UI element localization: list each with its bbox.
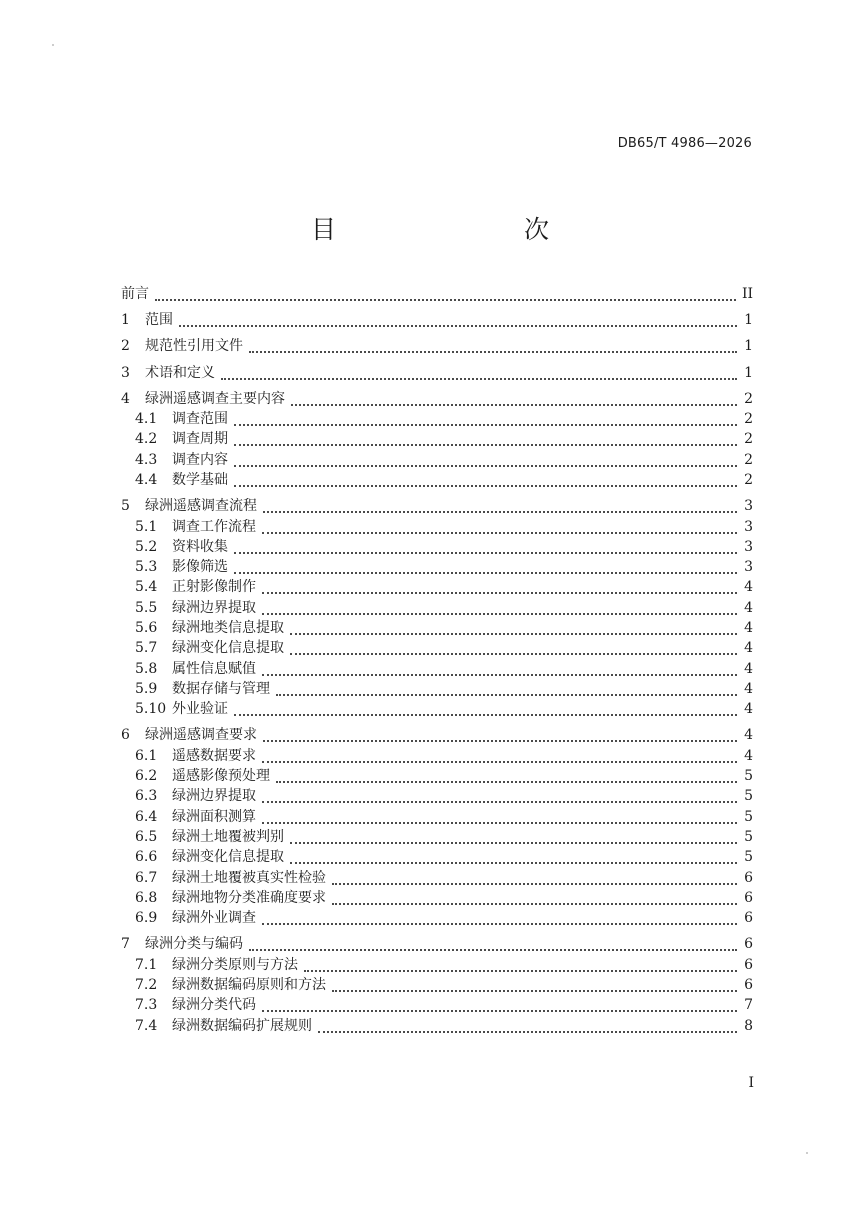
toc-entry-number: 5.1 (135, 518, 158, 535)
toc-entry-label: 绿洲土地覆被真实性检验 (172, 869, 326, 886)
toc-entry-number: 6.4 (135, 808, 158, 825)
toc-entry-page: 2 (744, 451, 753, 468)
toc-entry-label: 绿洲分类代码 (172, 997, 256, 1014)
toc-entry-label: 术语和定义 (145, 364, 215, 381)
toc-entry-page: 2 (744, 390, 753, 407)
toc-entry[interactable] (121, 389, 753, 410)
dot-leader (262, 800, 737, 803)
toc-entry[interactable] (121, 638, 753, 659)
page-title: 目 次 (310, 215, 595, 244)
dot-leader (290, 652, 737, 655)
toc-entry-label: 影像筛选 (172, 559, 228, 576)
toc-entry[interactable] (121, 868, 753, 889)
dot-leader (221, 377, 737, 380)
toc-entry-page: 6 (744, 910, 753, 927)
dot-leader (332, 882, 737, 885)
toc-entry-page: 4 (744, 680, 753, 697)
toc-entry[interactable] (121, 807, 753, 828)
toc-entry-label: 绿洲数据编码原则和方法 (172, 976, 326, 993)
toc-entry[interactable] (121, 336, 753, 357)
toc-entry-page: 5 (744, 768, 753, 784)
dot-leader (262, 591, 737, 594)
toc-entry-page: 3 (744, 498, 753, 515)
dot-leader (234, 571, 737, 574)
toc-entry-number: 6 (121, 727, 130, 744)
dot-leader (234, 713, 737, 716)
toc-entry[interactable] (121, 517, 753, 538)
toc-entry-page: 6 (744, 956, 753, 973)
toc-entry-label: 遥感影像预处理 (172, 768, 270, 784)
toc-entry-label: 绿洲土地覆被判别 (172, 828, 284, 845)
toc-entry-label: 绿洲数据编码扩展规则 (172, 1017, 312, 1034)
toc-entry[interactable] (121, 557, 753, 578)
scan-speck (52, 44, 54, 46)
toc-entry-number: 7.3 (135, 997, 158, 1014)
toc-entry[interactable] (121, 409, 753, 430)
toc-entry-page: 5 (744, 849, 753, 866)
toc-entry-number: 6.5 (135, 828, 158, 845)
toc-entry-page: 6 (744, 869, 753, 886)
toc-entry-number: 2 (121, 338, 130, 355)
toc-entry-label: 数据存储与管理 (172, 680, 270, 697)
toc-entry-page: 1 (744, 312, 753, 329)
toc-entry-number: 6.8 (135, 889, 158, 906)
toc-entry[interactable] (121, 908, 753, 929)
dot-leader (179, 324, 737, 327)
toc-entry-number: 6.7 (135, 869, 158, 886)
toc-entry-label: 规范性引用文件 (145, 338, 243, 355)
dot-leader (276, 780, 737, 783)
toc-entry-number: 7.2 (135, 976, 158, 993)
toc-entry-page: 5 (744, 788, 753, 805)
toc-entry-label: 数学基础 (172, 472, 228, 488)
dot-leader (249, 350, 737, 353)
dot-leader (291, 403, 737, 406)
dot-leader (263, 510, 737, 513)
toc-entry-page: 7 (744, 997, 753, 1014)
toc-entry-label: 绿洲变化信息提取 (172, 849, 284, 866)
toc-entry-label: 绿洲地类信息提取 (172, 620, 284, 636)
toc-entry-number: 5.4 (135, 579, 158, 596)
toc-entry-number: 6.6 (135, 849, 158, 866)
document-number: DB65/T 4986—2026 (617, 136, 752, 151)
toc-entry-label: 绿洲遥感调查要求 (145, 727, 257, 744)
toc-entry[interactable] (121, 746, 753, 767)
dot-leader (262, 612, 737, 615)
toc-entry[interactable] (121, 766, 753, 787)
toc-entry-page: 1 (744, 364, 753, 381)
dot-leader (290, 861, 737, 864)
dot-leader (290, 841, 737, 844)
toc-entry-page: 6 (744, 889, 753, 906)
toc-entry-number: 5.3 (135, 559, 158, 576)
dot-leader (262, 531, 737, 534)
toc-entry[interactable] (121, 786, 753, 807)
dot-leader (262, 821, 737, 824)
toc-entry[interactable] (121, 310, 753, 331)
toc-entry-label: 绿洲变化信息提取 (172, 640, 284, 657)
dot-leader (234, 443, 737, 446)
dot-leader (262, 760, 737, 763)
toc-entry-number: 3 (121, 364, 130, 381)
toc-entry-page: 3 (744, 559, 753, 576)
page-number: I (748, 1075, 754, 1091)
toc-entry-number: 7.1 (135, 956, 158, 973)
toc-entry-number: 5.9 (135, 680, 158, 697)
toc-entry[interactable] (121, 659, 753, 680)
toc-entry-number: 5.7 (135, 640, 158, 657)
toc-entry-number: 5.2 (135, 538, 158, 555)
dot-leader (234, 423, 737, 426)
toc-entry-page: 4 (744, 620, 753, 636)
dot-leader (234, 464, 737, 467)
toc-entry-label: 绿洲遥感调查流程 (145, 498, 257, 515)
toc-entry[interactable] (121, 699, 753, 720)
toc-entry[interactable] (121, 847, 753, 868)
toc-entry[interactable] (121, 725, 753, 746)
toc-entry-label: 调查内容 (172, 451, 228, 468)
toc-entry-number: 5.6 (135, 620, 158, 636)
toc-entry-number: 7.4 (135, 1017, 158, 1034)
toc-entry[interactable] (121, 618, 753, 639)
toc-entry-number: 6.9 (135, 910, 158, 927)
dot-leader (262, 673, 737, 676)
toc-entry-label: 绿洲遥感调查主要内容 (145, 390, 285, 407)
dot-leader (332, 902, 737, 905)
scan-speck (806, 1152, 808, 1154)
toc-entry-label: 绿洲地物分类准确度要求 (172, 889, 326, 906)
toc-entry-page: 3 (744, 538, 753, 555)
dot-leader (262, 1009, 737, 1012)
toc-entry[interactable] (121, 598, 753, 619)
toc-entry-page: 4 (744, 599, 753, 616)
toc-entry-number: 5.8 (135, 660, 158, 677)
toc-entry-number: 6.2 (135, 768, 158, 784)
toc-entry-page: 4 (744, 701, 753, 718)
toc-entry[interactable] (121, 537, 753, 558)
toc-entry-number: 7 (121, 936, 130, 953)
toc-entry-label: 绿洲边界提取 (172, 788, 256, 805)
toc-entry[interactable] (121, 934, 753, 955)
toc-entry-page: 5 (744, 808, 753, 825)
toc-entry-page: 2 (744, 431, 753, 448)
toc-entry-label: 资料收集 (172, 538, 228, 555)
dot-leader (263, 739, 737, 742)
toc-entry-label: 绿洲边界提取 (172, 599, 256, 616)
toc-entry[interactable] (121, 470, 753, 491)
dot-leader (155, 298, 736, 301)
toc-entry[interactable] (121, 679, 753, 700)
toc-entry-label: 绿洲面积测算 (172, 808, 256, 825)
toc-entry[interactable] (121, 827, 753, 848)
dot-leader (318, 1030, 737, 1033)
toc-entry-page: 3 (744, 518, 753, 535)
toc-entry-number: 4.1 (135, 411, 158, 428)
toc-entry-label: 绿洲分类原则与方法 (172, 956, 298, 973)
toc-entry[interactable] (121, 284, 753, 305)
toc-entry[interactable] (121, 888, 753, 909)
toc-entry-page: II (741, 286, 753, 302)
toc-entry-label: 绿洲外业调查 (172, 910, 256, 927)
toc-entry[interactable] (121, 1016, 753, 1037)
toc-entry-page: 4 (744, 640, 753, 657)
toc-entry-label: 前言 (121, 286, 149, 302)
toc-entry-page: 4 (744, 747, 753, 764)
toc-entry-label: 范围 (145, 312, 173, 329)
toc-entry-page: 5 (744, 828, 753, 845)
toc-entry[interactable] (121, 577, 753, 598)
dot-leader (332, 989, 737, 992)
toc-entry-page: 4 (744, 660, 753, 677)
toc-entry-label: 调查工作流程 (172, 518, 256, 535)
toc-entry-page: 4 (744, 727, 753, 744)
toc-entry-number: 4.4 (135, 472, 158, 488)
toc-entry-label: 外业验证 (172, 701, 228, 718)
toc-entry-label: 遥感数据要求 (172, 747, 256, 764)
dot-leader (234, 551, 737, 554)
toc-entry[interactable] (121, 975, 753, 996)
toc-entry-page: 2 (744, 411, 753, 428)
toc-entry[interactable] (121, 429, 753, 450)
toc-entry-number: 1 (121, 312, 130, 329)
toc-entry-page: 6 (744, 936, 753, 953)
toc-entry-label: 正射影像制作 (172, 579, 256, 596)
toc-entry[interactable] (121, 450, 753, 471)
dot-leader (249, 948, 737, 951)
toc-entry-label: 属性信息赋值 (172, 660, 256, 677)
toc-entry-page: 1 (744, 338, 753, 355)
toc-entry[interactable] (121, 995, 753, 1016)
toc-entry-page: 2 (744, 472, 753, 488)
toc-entry-number: 5.5 (135, 599, 158, 616)
toc-entry-page: 4 (744, 579, 753, 596)
toc-entry[interactable] (121, 496, 753, 517)
toc-entry[interactable] (121, 363, 753, 384)
toc-entry[interactable] (121, 955, 753, 976)
dot-leader (234, 484, 737, 487)
toc-entry-number: 5.10 (135, 701, 167, 718)
toc-entry-number: 6.3 (135, 788, 158, 805)
toc-entry-number: 4 (121, 390, 130, 407)
dot-leader (290, 632, 737, 635)
toc-entry-label: 调查周期 (172, 431, 228, 448)
toc-entry-number: 5 (121, 498, 130, 515)
toc-entry-number: 6.1 (135, 747, 158, 764)
dot-leader (276, 693, 737, 696)
toc-entry-number: 4.3 (135, 451, 158, 468)
toc-entry-label: 绿洲分类与编码 (145, 936, 243, 953)
toc-entry-page: 6 (744, 976, 753, 993)
toc-entry-label: 调查范围 (172, 411, 228, 428)
dot-leader (262, 922, 737, 925)
toc-entry-page: 8 (744, 1017, 753, 1034)
dot-leader (304, 969, 737, 972)
toc-entry-number: 4.2 (135, 431, 158, 448)
